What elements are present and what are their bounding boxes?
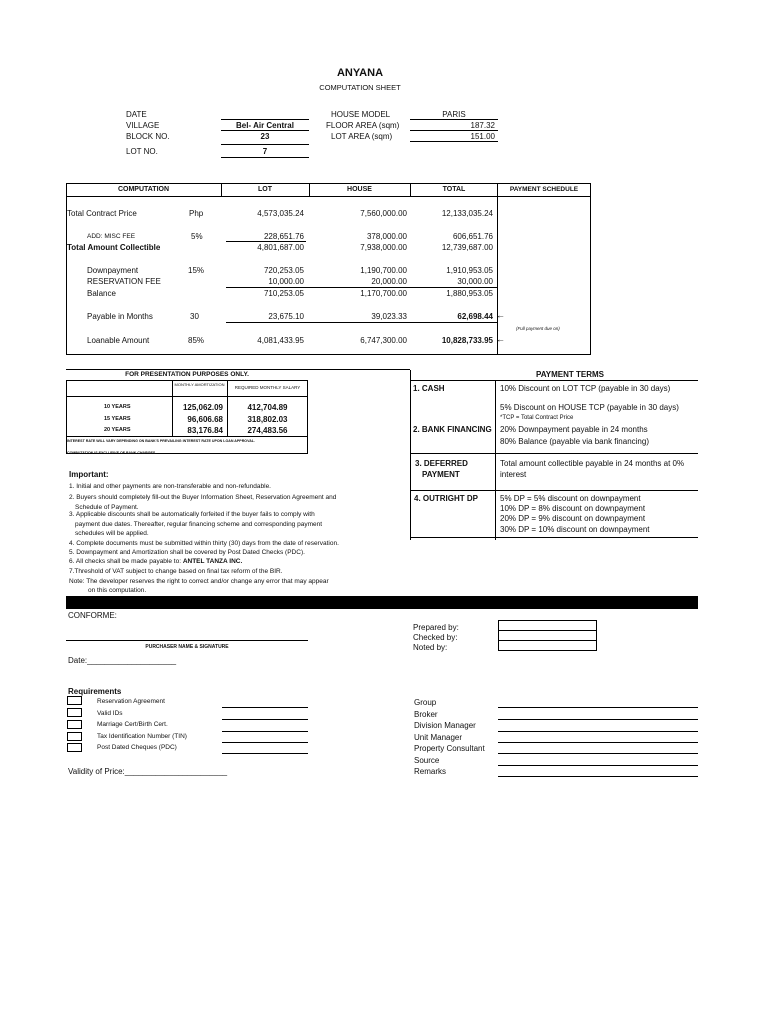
outright-term-1: 5% DP = 5% discount on downpayment [500,494,641,503]
loanable-lot: 4,081,433.95 [257,336,304,345]
misc-pct: 5% [191,232,203,241]
lot-area-label: LOT AREA (sqm) [331,132,393,141]
cash-term-1: 10% Discount on LOT TCP (payable in 30 days) [500,384,671,393]
amort-20: 83,176.84 [187,426,223,435]
important-item: Note: The developer reserves the right to correct and/or change any error that may appear [69,578,329,585]
tac-label: Total Amount Collectible [67,243,161,252]
requirement-item: Reservation Agreement [97,698,165,705]
col-required-salary: REQUIRED MONTHLY SALARY [234,385,301,390]
block-value: 23 [260,132,270,141]
purchaser-label: PURCHASER NAME & SIGNATURE [145,644,229,650]
unit-manager-label: Unit Manager [414,733,463,742]
dp-label: Downpayment [87,266,139,275]
floor-area-label: FLOOR AREA (sqm) [326,121,400,130]
page-subtitle: COMPUTATION SHEET [319,83,401,92]
tcp-label: Total Contract Price [67,209,137,218]
important-item: 1. Initial and other payments are non-transferable and non-refundable. [69,483,271,490]
payee-name: ANTEL TANZA INC. [182,558,243,565]
important-item: schedules will be applied. [75,530,149,537]
outright-term-2: 10% DP = 8% discount on downpayment [500,504,646,513]
resfee-house: 20,000.00 [371,277,407,286]
arrow-left-icon: ← [496,310,505,320]
requirement-item: Post Dated Cheques (PDC) [97,744,177,751]
date-label: DATE [126,110,147,119]
dp-house: 1,190,700.00 [360,266,407,275]
requirement-item: Valid IDs [97,710,123,717]
prepared-by-label: Prepared by: [413,623,459,632]
tcp-total: 12,133,035.24 [441,209,493,218]
col-house: HOUSE [347,186,372,193]
bank-charges-note: COMPUTATION IS EXCLUSIVE OF BANK CHARGES. [67,451,157,455]
misc-lot: 228,651.76 [263,232,304,241]
amort-15: 96,606.68 [187,415,223,424]
balance-total: 1,880,953.05 [446,289,493,298]
payment-terms-title: PAYMENT TERMS [535,370,604,379]
resfee-lot: 10,000.00 [268,277,304,286]
deferred-label-2: PAYMENT [422,470,460,479]
requirement-item: Tax Identification Number (TIN) [97,733,187,740]
loanable-pct: 85% [188,336,205,345]
lot-label: LOT NO. [126,147,158,156]
balance-lot: 710,253.05 [263,289,304,298]
col-monthly-amortization: MONTHLY AMORTIZATION [174,382,225,387]
property-consultant-label: Property Consultant [414,744,485,753]
loanable-house: 6,747,300.00 [360,336,407,345]
lot-area-value: 151.00 [470,132,495,141]
term-10: 10 YEARS [104,404,131,410]
important-item: Schedule of Payment. [75,504,139,511]
important-item: 2. Buyers should completely fill-out the Buyer Information Sheet, Reservation Agreement and [69,494,337,501]
term-15: 15 YEARS [104,416,131,422]
amort-10: 125,062.09 [182,403,223,412]
monthly-house: 39,023.33 [371,312,407,321]
house-model-value: PARIS [442,110,466,119]
col-computation: COMPUTATION [117,186,170,193]
page-title: ANYANA [336,67,384,79]
presentation-title: FOR PRESENTATION PURPOSES ONLY. [125,371,249,378]
full-payment-note: (Full payment due on) [516,326,560,331]
bank-term-1: 20% Downpayment payable in 24 months [500,425,648,434]
divider-bar [66,596,698,609]
division-manager-label: Division Manager [414,721,476,730]
checkbox[interactable] [67,696,82,705]
resfee-label: RESERVATION FEE [87,277,161,286]
checkbox[interactable] [67,720,82,729]
village-value: Bel- Air Central [236,121,294,130]
checkbox[interactable] [67,743,82,752]
dp-pct: 15% [188,266,205,275]
important-item: 4. Complete documents must be submitted within thirty (30) days from the date of reservation. [69,540,339,547]
bank-label: 2. BANK FINANCING [413,425,492,434]
deferred-label-1: 3. DEFERRED [415,459,468,468]
outright-label: 4. OUTRIGHT DP [414,494,479,503]
cash-label: 1. CASH [413,384,445,393]
group-label: Group [414,698,437,707]
important-item: 5. Downpayment and Amortization shall be covered by Post Dated Checks (PDC). [69,549,305,556]
balance-label: Balance [87,289,116,298]
important-item: 3. Applicable discounts shall be automatically forfeited if the buyer fails to comply with [69,511,315,518]
remarks-label: Remarks [414,767,447,776]
floor-area-value: 187.32 [470,121,495,130]
outright-term-4: 30% DP = 10% discount on downpayment [500,525,650,534]
misc-total: 606,651.76 [452,232,493,241]
salary-10: 412,704.89 [247,403,288,412]
validity-of-price: Validity of Price:_______________________ [68,767,228,776]
balance-house: 1,170,700.00 [360,289,407,298]
checkbox[interactable] [67,708,82,717]
block-label: BLOCK NO. [126,132,170,141]
dp-total: 1,910,953.05 [446,266,493,275]
conforme-label: CONFORME: [68,611,117,620]
village-label: VILLAGE [126,121,160,130]
misc-label: ADD: MISC FEE [87,233,136,240]
interest-note: INTEREST RATE WILL VARY DEPENDING ON BANK'S PREVAILING INTEREST RATE UPON LOAN APPROVAL. [67,439,256,443]
house-model-label: HOUSE MODEL [331,110,391,119]
term-20: 20 YEARS [104,427,131,433]
tcp-note: *TCP = Total Contract Price [500,415,574,421]
tcp-house: 7,560,000.00 [360,209,407,218]
tac-house: 7,938,000.00 [360,243,407,252]
monthly-total: 62,698.44 [457,312,493,321]
salary-15: 318,802.03 [247,415,288,424]
important-item-text: 6. All checks shall be made payable to: [69,558,182,565]
cash-term-2: 5% Discount on HOUSE TCP (payable in 30 days) [500,403,679,412]
requirements-title: Requirements [68,687,122,696]
dp-lot: 720,253.05 [263,266,304,275]
misc-house: 378,000.00 [366,232,407,241]
arrow-left-icon: ← [496,334,505,344]
important-title: Important: [69,470,109,479]
source-label: Source [414,756,440,765]
lot-value: 7 [262,147,268,156]
loanable-total: 10,828,733.95 [441,336,493,345]
bank-term-2: 80% Balance (payable via bank financing) [500,437,649,446]
deferred-term-1: Total amount collectible payable in 24 months at 0% [500,459,685,468]
monthly-lot: 23,675.10 [268,312,304,321]
loanable-label: Loanable Amount [87,336,150,345]
important-item: on this computation. [88,587,147,594]
salary-20: 274,483.56 [247,426,288,435]
checkbox[interactable] [67,732,82,741]
important-item: 7.Threshold of VAT subject to change based on final tax reform of the BIR. [69,568,283,575]
tac-total: 12,739,687.00 [441,243,493,252]
col-total: TOTAL [442,186,466,193]
requirement-item: Marriage Cert/Birth Cert. [97,721,168,728]
col-lot: LOT [258,186,272,193]
col-payment-schedule: PAYMENT SCHEDULE [509,186,579,193]
important-item [69,558,242,565]
checked-by-label: Checked by: [413,633,458,642]
date-line: Date:____________________ [68,656,177,665]
broker-label: Broker [414,710,438,719]
tcp-lot: 4,573,035.24 [257,209,304,218]
tac-lot: 4,801,687.00 [257,243,304,252]
deferred-term-2: interest [500,470,527,479]
tcp-unit: Php [189,209,204,218]
outright-term-3: 20% DP = 9% discount on downpayment [500,514,646,523]
monthly-months: 30 [190,312,199,321]
noted-by-field[interactable] [498,640,597,651]
resfee-total: 30,000.00 [457,277,493,286]
important-item: payment due dates. Thereafter, regular financing scheme and corresponding payment [75,521,323,528]
noted-by-label: Noted by: [413,643,448,652]
monthly-label: Payable in Months [87,312,153,321]
